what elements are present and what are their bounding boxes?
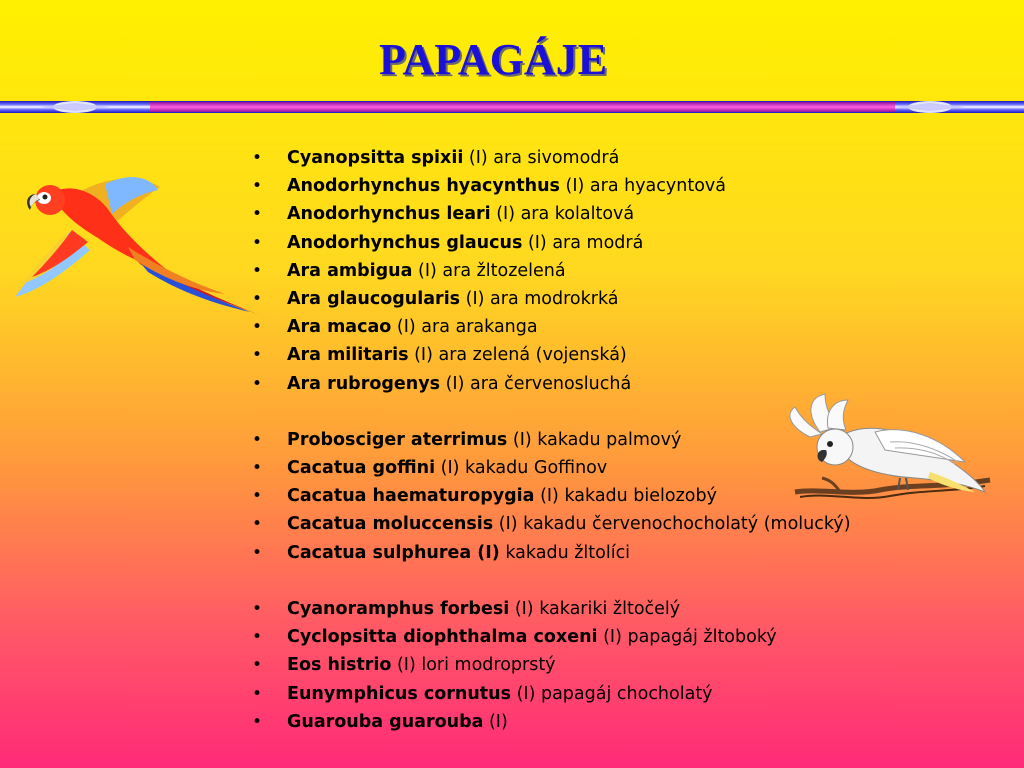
list-item: • Anodorhynchus hyacynthus (I) ara hyacyntová	[252, 172, 952, 200]
list-item: • Ara rubrogenys (I) ara červenosluchá	[252, 370, 952, 398]
page-title: PAPAGÁJE	[378, 35, 608, 84]
species-list	[252, 144, 952, 736]
list-item: • Cacatua goffini (I) kakadu Goffinov	[252, 454, 952, 482]
title-divider	[0, 100, 1024, 114]
list-item: • Guarouba guarouba (I)	[252, 708, 952, 736]
list-item: • Cacatua haematuropygia (I) kakadu bielozobý	[252, 482, 952, 510]
list-item: • Anodorhynchus glaucus (I) ara modrá	[252, 229, 952, 257]
list-item: • Probosciger aterrimus (I) kakadu palmový	[252, 426, 952, 454]
list-item: • Ara militaris (I) ara zelená (vojenská)	[252, 341, 952, 369]
list-item: • Eunymphicus cornutus (I) papagáj chocholatý	[252, 680, 952, 708]
list-item: • Cyclopsitta diophthalma coxeni (I) papagáj žltoboký	[252, 623, 952, 651]
list-item: • Ara ambigua (I) ara žltozelená	[252, 257, 952, 285]
list-item: • Eos histrio (I) lori modroprstý	[252, 651, 952, 679]
list-item: • Cacatua sulphurea (I) kakadu žltolíci	[252, 539, 952, 567]
list-item: • Anodorhynchus leari (I) ara kolaltová	[252, 200, 952, 228]
macaw-illustration	[10, 172, 270, 322]
list-item: • Cyanopsitta spixii (I) ara sivomodrá	[252, 144, 952, 172]
list-item: • Cacatua moluccensis (I) kakadu červenochocholatý (molucký)	[252, 510, 952, 538]
list-item: • Ara glaucogularis (I) ara modrokrká	[252, 285, 952, 313]
list-item: • Ara macao (I) ara arakanga	[252, 313, 952, 341]
list-item: • Cyanoramphus forbesi (I) kakariki žltočelý	[252, 595, 952, 623]
